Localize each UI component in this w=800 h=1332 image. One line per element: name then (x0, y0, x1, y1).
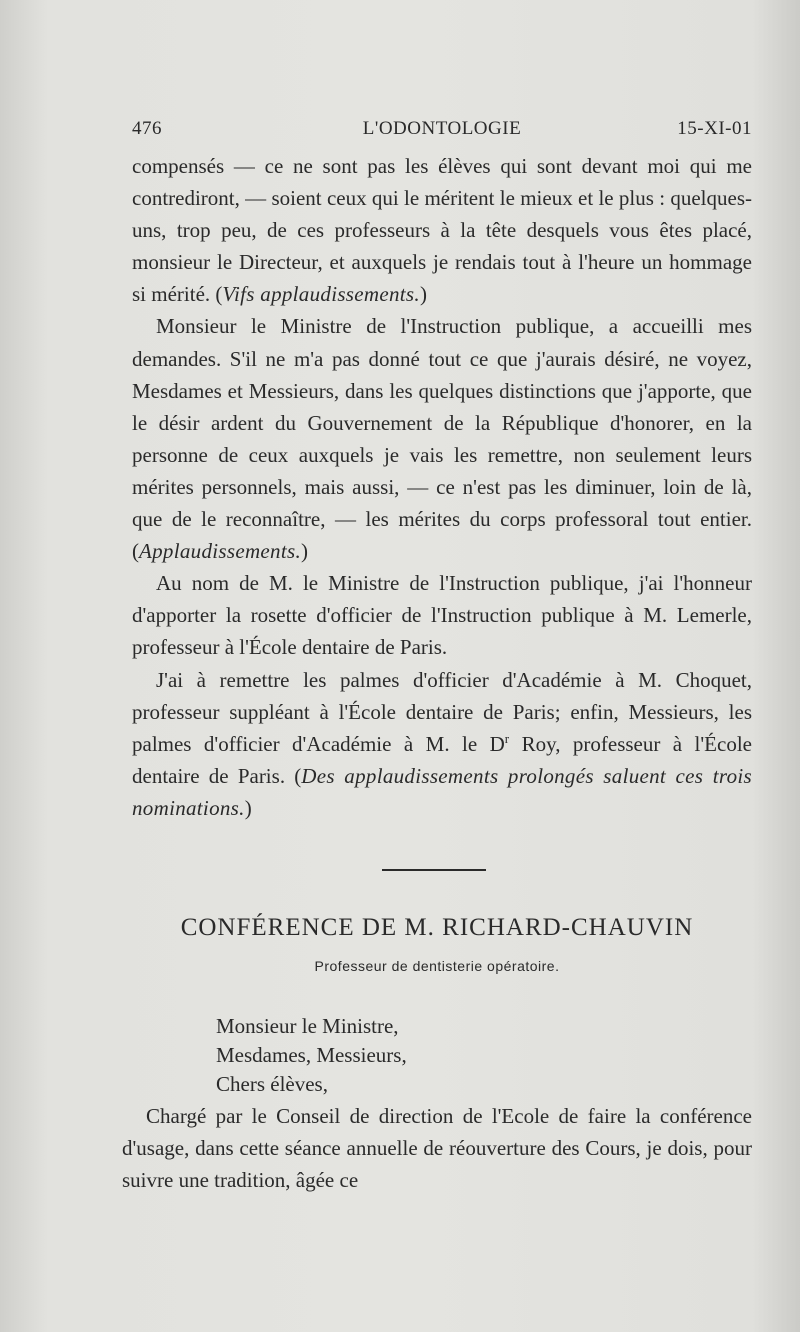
paragraph-2-text: Monsieur le Ministre de l'Instruction publique, a accueilli mes demandes. S'il ne m'a pas donné tout ce que j'aurais désiré, ne voyez, Mesdames et Messieurs, dans les quelques distinctions que j'apporte, que le désir ardent du Gouvernement de la République d'honorer, en la personne de ceux auxquels je vais les remettre, non seulement leurs mérites personnels, mais aussi, — ce n'est pas les diminuer, loin de là, que de le reconnaître, — les mérites du corps professoral tout entier. (132, 314, 752, 532)
journal-title: L'ODONTOLOGIE (362, 118, 522, 139)
paragraph-4-aside: Des applaudissements prolongés saluent ces trois nominations. (132, 763, 752, 820)
salutation (216, 1012, 736, 1099)
section-subtitle: Professeur de dentisterie opératoire. (314, 958, 560, 974)
paragraph-1-text: compensés — ce ne sont pas les élèves qui sont devant moi qui me contrediront, — soient ceux qui le méritent le mieux et le plus : quelques-uns, trop peu, de ces professeurs à la tête desquels vous êtes placé, monsieur le Directeur, et auxquels je rendais tout à l'heure un hommage si mérité. (132, 154, 752, 307)
page-number: 476 (132, 118, 162, 139)
paragraph-2-aside: Applaudissements. (139, 539, 302, 564)
paragraph-4: J'ai à remettre les palmes d'officier d'Académie à M. Choquet, professeur suppléant à l'École dentaire de Paris; enfin, Messieurs, les palmes d'officier d'Académie à M. le $D^r$ Roy, professeur à l'École dentaire de Paris. (Des applaudissements prolongés saluent ces trois nominations.) (132, 667, 752, 820)
paragraph-1-aside: Vifs applaudissements. (222, 282, 420, 307)
lecture-opening (122, 1100, 752, 1196)
issue-date: 15-XI-01 (677, 118, 752, 139)
main-text (132, 150, 752, 824)
salutation-line-2: Mesdames, Messieurs, (216, 1043, 407, 1067)
paragraph-4-text-b: Roy, professeur à l'École dentaire de Paris. (132, 731, 752, 788)
salutation-line-3: Chers élèves, (216, 1072, 328, 1096)
paragraph-3 (132, 567, 752, 663)
paragraph-2: Monsieur le Ministre de l'Instruction publique, a accueilli mes demandes. S'il ne m'a pas donné tout ce que j'aurais désiré, ne voyez, Mesdames et Messieurs, dans les quelques distinctions que j'apporte, que le désir ardent du Gouvernement de la République d'honorer, en la personne de ceux auxquels je vais les remettre, non seulement leurs mérites personnels, mais aussi, — ce n'est pas les diminuer, loin de là, que de le reconnaître, — les mérites du corps professoral tout entier. (Applaudissements.) (132, 314, 752, 564)
section-title: CONFÉRENCE DE M. RICHARD-CHAUVIN (180, 914, 694, 941)
doctor-superscript: r (504, 730, 510, 746)
running-header (132, 118, 752, 146)
paragraph-4-text-a: J'ai à remettre les palmes d'officier d'Académie à M. Choquet, professeur suppléant à l'École dentaire de Paris; enfin, Messieurs, les palmes d'officier d'Académie à M. le D (132, 667, 752, 756)
section-divider (382, 869, 486, 871)
salutation-line-1: Monsieur le Ministre, (216, 1014, 399, 1038)
paragraph-1: compensés — ce ne sont pas les élèves qui sont devant moi qui me contrediront, — soient ceux qui le méritent le mieux et le plus : quelques-uns, trop peu, de ces professeurs à la tête desquels vous êtes placé, monsieur le Directeur, et auxquels je rendais tout à l'heure un hommage si mérité. (Vifs applaudissements.) (132, 154, 752, 307)
lecture-opening-paragraph: Chargé par le Conseil de direction de l'Ecole de faire la conférence d'usage, dans cette séance annuelle de réouverture des Cours, je dois, pour suivre une tradition, âgée ce (122, 1104, 752, 1192)
paragraph-3-text: Au nom de M. le Ministre de l'Instruction publique, j'ai l'honneur d'apporter la rosette d'officier de l'Instruction publique à M. Lemerle, professeur à l'École dentaire de Paris. (132, 571, 752, 660)
